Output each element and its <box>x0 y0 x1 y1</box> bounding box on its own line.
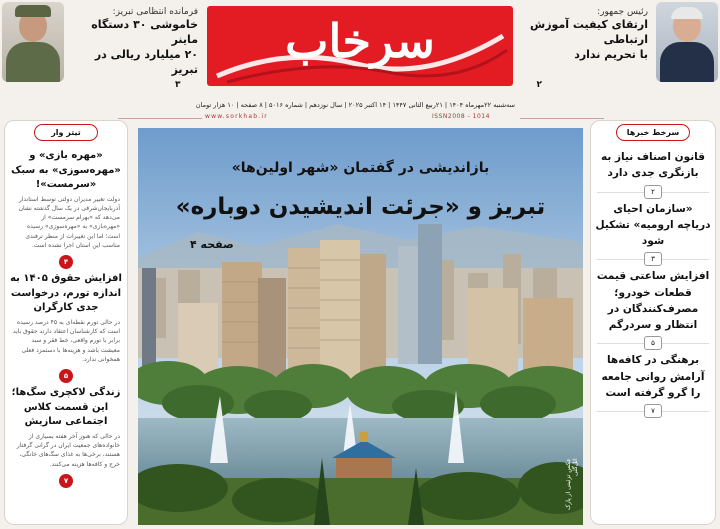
left-teaser-line-1: خاموشی ۳۰ دستگاه ماینر <box>91 18 198 46</box>
left-body-3: در حالی که هنوز آخر هفته بسیاری از خانواده‌های جمعیت ایران در گرانی گرفتار هستند، برخی‌ها به غذای سگ‌های خانگی، خرج و کافه‌ها هزینه می‌کنند. <box>16 432 120 468</box>
left-headline-3[interactable]: زندگی لاکچری سگ‌ها؛ این قسمت کلاس اجتماعی سازیش <box>11 387 121 428</box>
right-headline-2[interactable]: «سازمان احیای دریاچه ارومیه» تشکیل شود <box>595 202 711 248</box>
right-page-badge-2: ۳ <box>644 252 662 266</box>
right-column <box>590 120 716 525</box>
right-divider-2 <box>597 255 709 264</box>
right-divider-3 <box>597 339 709 348</box>
left-headline-2[interactable]: افزایش حقوق ۱۴۰۵ به اندازه تورم، درخواست جدی کارگران <box>10 273 122 314</box>
tabriz-cityscape-illustration <box>138 128 583 525</box>
president-photo <box>656 2 718 82</box>
right-teaser-line-1: ارتقای کیفیت آموزش ارتباطی <box>530 18 648 46</box>
hero-photo[interactable] <box>138 128 583 525</box>
left-teaser-line-2: ۲۰ میلیارد ریالی در تبریز <box>94 47 198 76</box>
right-teaser-line-2: با تحریم ندارد <box>574 47 648 61</box>
right-divider-1 <box>597 187 709 196</box>
url-rule-left <box>118 118 202 119</box>
right-teaser-page: ۲ <box>536 80 542 90</box>
left-body-2: در حالی تورم نقطه‌ای به ۴۵ درصد رسیده است که کارشناسان اعتقاد دارند حقوق باید برابر با تورم واقعی، خط فقر و سبد معیشت باشد و هزینه‌ها با دستمزد فعلی همخوانی ندارد. <box>12 318 120 363</box>
hero-headline[interactable]: تبریز و «جرئت اندیشیدن دوباره» <box>175 194 546 220</box>
left-page-badge-3: ۷ <box>59 474 73 488</box>
newspaper-logo[interactable] <box>207 6 513 86</box>
left-section-tag: تیتر وار <box>34 124 98 141</box>
left-page-badge-1: ۴ <box>59 255 73 269</box>
left-headline-1[interactable]: «مهره بازی» و «مهره‌سوزی» به سبک «سرمست»! <box>11 150 121 190</box>
logo-wordmark: سرخاب <box>285 14 435 68</box>
right-section-tag: سرخط خبرها <box>616 124 690 141</box>
right-page-badge-4: ۷ <box>644 404 662 418</box>
hero-page-reference: صفحه ۴ <box>190 238 234 251</box>
right-teaser[interactable] <box>508 6 648 63</box>
right-page-badge-3: ۵ <box>644 336 662 350</box>
issn-number: ISSN2008 - 1014 <box>432 113 490 120</box>
police-commander-photo <box>2 2 64 82</box>
masthead <box>0 0 720 96</box>
right-headline-1[interactable]: قانون اصناف نیاز به بازنگری جدی دارد <box>601 151 705 180</box>
right-headline-4[interactable]: برهنگی در کافه‌ها آرامش روانی جامعه را گرو گرفته است <box>601 354 705 399</box>
left-teaser-kicker: فرمانده انتظامی تبریز: <box>112 7 198 17</box>
right-divider-4 <box>597 407 709 416</box>
left-teaser-page: ۳ <box>175 80 181 90</box>
right-teaser-kicker: رئیس جمهور: <box>597 7 648 17</box>
left-teaser[interactable] <box>70 6 198 78</box>
left-column <box>4 120 128 525</box>
right-page-badge-1: ۲ <box>644 185 662 199</box>
right-headline-3[interactable]: افزایش ساعتی قیمت قطعات خودرو؛ مصرف‌کنندگان در انتظار و سردرگم <box>596 270 710 332</box>
url-rule-right <box>520 118 604 119</box>
left-page-badge-2: ۵ <box>59 369 73 383</box>
dateline: سه‌شنبه ۲۲مهرماه ۱۴۰۴ | ۲۱ربیع الثانی ۱۴۴۷ | ۱۴ اکتبر ۲۰۲۵ | سال نوزدهم | شماره ۵۰۱۶ | ۸ صفحه | ۱۰ هزار تومان <box>195 101 515 109</box>
website-url[interactable]: www.sorkhab.ir <box>205 113 268 120</box>
hero-kicker: بازاندیشی در گفتمان «شهر اولین‌ها» <box>231 160 490 176</box>
photo-credit: عکس تزئینی از پارک ائل‌گلی <box>565 458 579 510</box>
left-body-1: دولت تغییر مدیران دولتی توسط استاندار آذربایجان‌شرقی در یک سال گذشته نشان می‌دهد که «بهرام سرمست» از «مهره‌بازی» به «مهره‌سوزی» رسیده است؛ اما این تغییرات از منظر ترفندی مناسب این استان اجرا نشده است. <box>18 195 120 249</box>
